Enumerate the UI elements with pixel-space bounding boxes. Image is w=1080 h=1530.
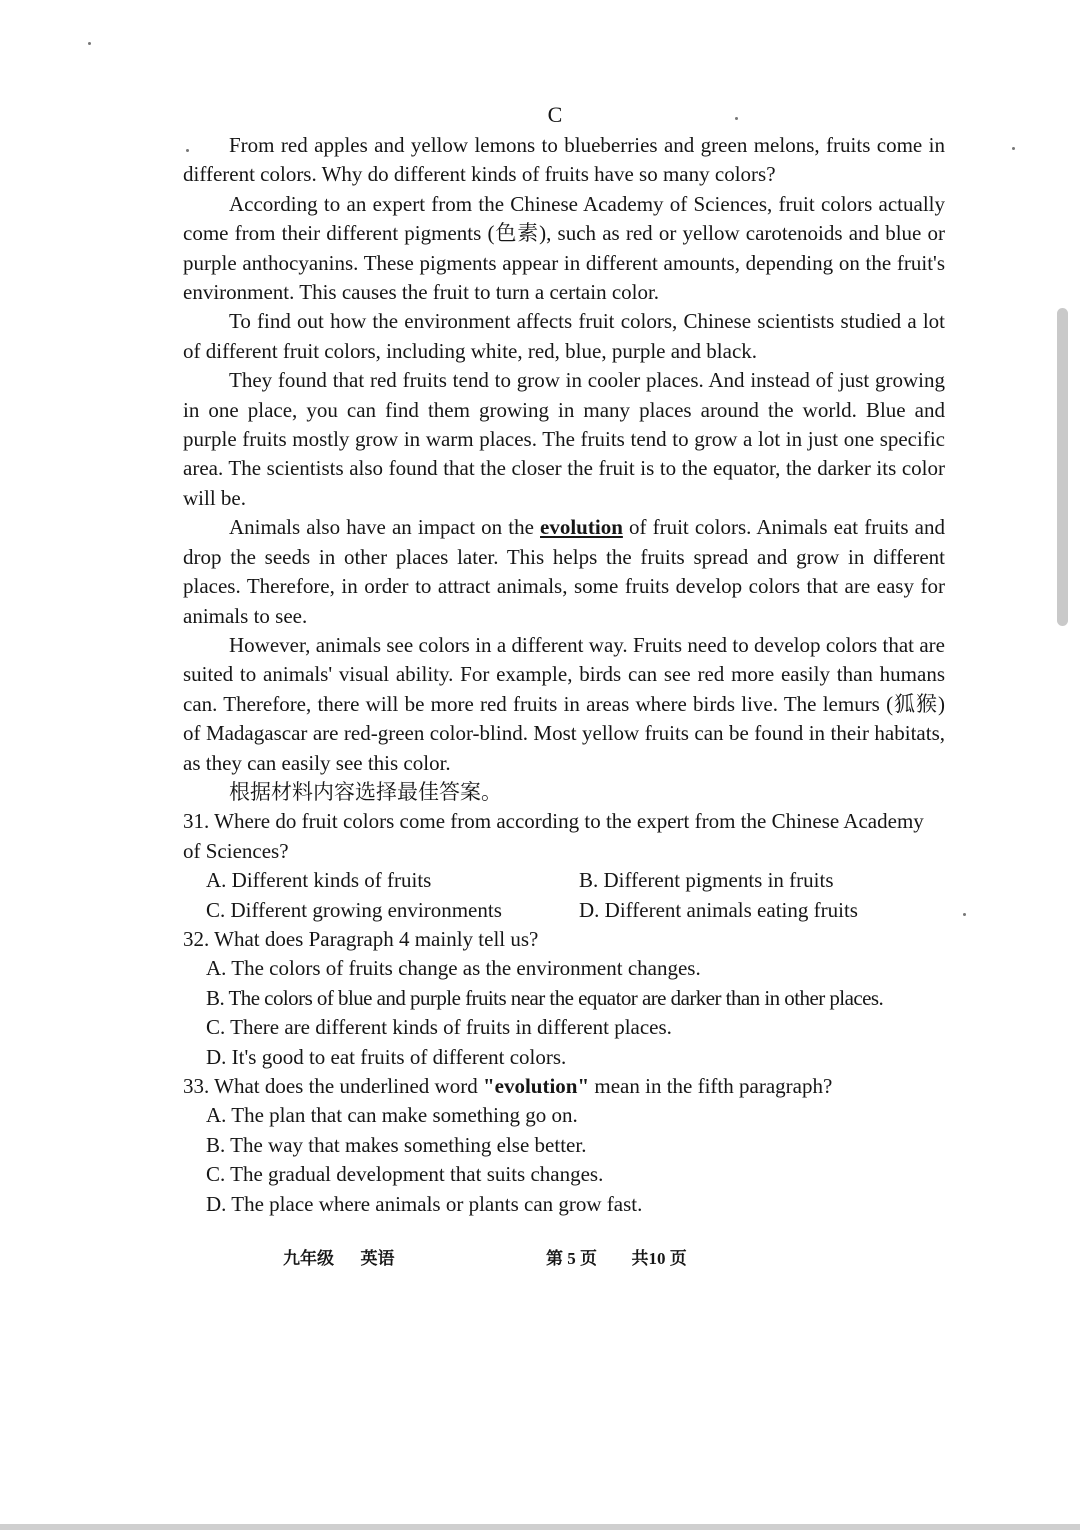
question-31-option-d: D. Different animals eating fruits	[579, 897, 858, 922]
question-32-option-a: A. The colors of fruits change as the environment changes.	[206, 956, 701, 981]
footer-page-number: 第 5 页	[546, 1249, 597, 1268]
scan-speck	[88, 42, 91, 45]
question-31-option-c: C. Different growing environments	[206, 897, 502, 922]
scan-speck	[186, 149, 189, 152]
page-footer	[283, 1247, 687, 1271]
question-31-option-a: A. Different kinds of fruits	[206, 868, 432, 893]
question-31-stem: 31. Where do fruit colors come from according to the expert from the Chinese Academy of Sciences?	[183, 809, 924, 863]
question-31-options-row-2	[183, 896, 945, 925]
paragraph-5-text-after: of fruit colors. Animals eat fruits and drop the seeds in other places later. This helps the fruits spread and grow in different places. Therefore, in order to attract animals, some fruits develop colors that are easy for animals to see.	[183, 515, 945, 628]
question-33-option-d: D. The place where animals or plants can grow fast.	[206, 1191, 643, 1216]
footer-subject: 英语	[360, 1249, 395, 1268]
question-32-option-d: D. It's good to eat fruits of different colors.	[206, 1044, 567, 1069]
section-title: C	[547, 102, 563, 127]
question-33-option-c: C. The gradual development that suits changes.	[206, 1162, 604, 1187]
question-31-options-row-1	[183, 866, 945, 895]
underlined-word-evolution: evolution	[540, 515, 623, 540]
question-32-stem: 32. What does Paragraph 4 mainly tell us?	[183, 926, 539, 951]
question-33-stem	[183, 1072, 945, 1101]
question-33-stem-after: mean in the fifth paragraph?	[589, 1074, 833, 1098]
passage-paragraph-2: According to an expert from the Chinese Academy of Sciences, fruit colors actually come from their different pigments (色素), such as red or yellow carotenoids and blue or purple anthocyanins. These pigments appear in different amounts, depending on the fruit's environment. This causes the fruit to turn a certain color.	[183, 191, 945, 305]
passage-paragraph-5	[183, 513, 945, 631]
instruction: 根据材料内容选择最佳答案。	[229, 779, 502, 804]
bottom-edge-bar	[0, 1524, 1080, 1530]
passage-paragraph-4: They found that red fruits tend to grow in cooler places. And instead of just growing in one place, you can find them growing in many places around the world. Blue and purple fruits mostly grow in warm places. The fruits tend to grow a lot in just one specific area. The scientists also found that the closer the fruit is to the equator, the darker its color will be.	[183, 368, 945, 510]
scan-speck	[963, 913, 966, 916]
passage-paragraph-3: To find out how the environment affects fruit colors, Chinese scientists studied a lot of different fruit colors, including white, red, blue, purple and black.	[183, 309, 945, 363]
footer-grade: 九年级	[283, 1249, 334, 1268]
question-33-bold-word: "evolution"	[482, 1074, 590, 1098]
question-32-option-b: B. The colors of blue and purple fruits near the equator are darker than in other places.	[206, 985, 884, 1010]
vertical-scrollbar-thumb[interactable]	[1057, 308, 1068, 626]
scan-speck	[735, 117, 738, 120]
passage-paragraph-1: From red apples and yellow lemons to blueberries and green melons, fruits come in different colors. Why do different kinds of fruits have so many colors?	[183, 133, 945, 187]
scan-speck	[1012, 147, 1015, 150]
question-33-option-a: A. The plan that can make something go on.	[206, 1103, 578, 1128]
passage-paragraph-6: However, animals see colors in a different way. Fruits need to develop colors that are suited to animals' visual ability. For example, birds can see red more easily than humans can. Therefore, there will be more red fruits in areas where birds live. The lemurs (狐猴) of Madagascar are red-green color-blind. Most yellow fruits can be found in their habitats, as they can easily see this color.	[183, 632, 945, 775]
question-33-stem-before: 33. What does the underlined word	[183, 1074, 483, 1098]
question-31-option-b: B. Different pigments in fruits	[579, 868, 834, 893]
paragraph-5-text-before: Animals also have an impact on the	[229, 515, 541, 540]
passage-and-questions	[183, 131, 945, 1219]
footer-total-pages: 共10 页	[631, 1249, 687, 1268]
question-32-option-c: C. There are different kinds of fruits in different places.	[206, 1015, 672, 1040]
question-33-option-b: B. The way that makes something else better.	[206, 1132, 587, 1157]
